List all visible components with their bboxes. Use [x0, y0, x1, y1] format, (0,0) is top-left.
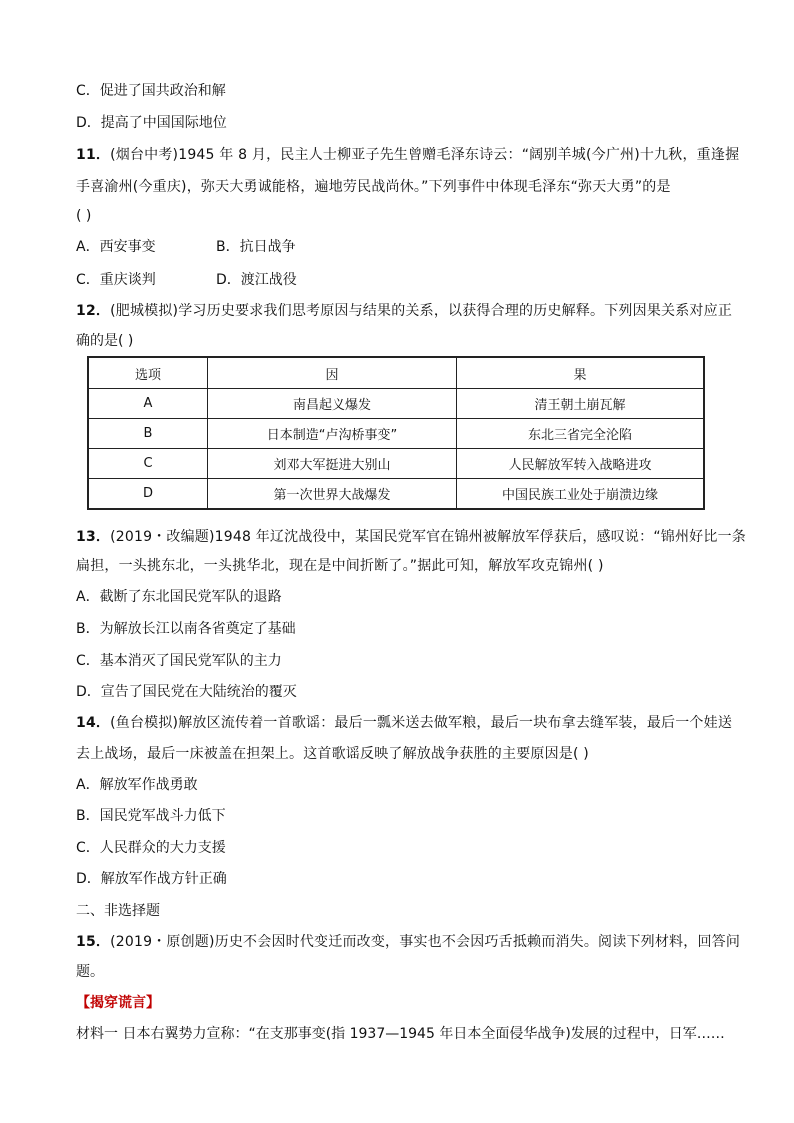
q10-option-d: D．提高了中国国际地位: [76, 115, 227, 131]
table-header-cell: 选项: [88, 357, 208, 389]
q13-line-1: [76, 527, 746, 547]
table-cell: B: [88, 419, 208, 449]
q12-line-2: 确的是( ): [76, 333, 134, 349]
section-heading-non-choice: 二、非选择题: [76, 903, 160, 919]
q15-line-2: 题。: [76, 964, 104, 980]
q11-option-b: B．抗日战争: [216, 239, 296, 255]
q14-option-d: D．解放军作战方针正确: [76, 871, 227, 887]
table-cell: 中国民族工业处于崩溃边缘: [457, 479, 705, 510]
table-cell: 日本制造“卢沟桥事变”: [208, 419, 457, 449]
q13-option-d: D．宣告了国民党在大陆统治的覆灭: [76, 684, 297, 700]
q12-cause-effect-table: [87, 356, 705, 510]
q11-number: 11．: [76, 147, 111, 163]
q13-option-c: C．基本消灭了国民党军队的主力: [76, 653, 282, 669]
table-row: [88, 479, 704, 510]
table-header-cell: 因: [208, 357, 457, 389]
table-row: [88, 389, 704, 419]
q15-material-1: 材料一 日本右翼势力宣称：“在支那事变(指 1937—1945 年日本全面侵华战争)发展的过程中，日军……: [76, 1026, 725, 1042]
table-cell: D: [88, 479, 208, 510]
q11-answer-blank: ( ): [76, 208, 92, 224]
table-cell: A: [88, 389, 208, 419]
table-header-cell: 果: [457, 357, 705, 389]
q13-line-2: 扁担，一头挑东北，一头挑华北，现在是中间折断了。”据此可知，解放军攻克锦州( ): [76, 558, 604, 574]
q11-option-c: C．重庆谈判: [76, 272, 156, 288]
table-row: [88, 449, 704, 479]
q11-option-d: D．渡江战役: [216, 272, 297, 288]
table-cell: 刘邓大军挺进大别山: [208, 449, 457, 479]
q12-number: 12．: [76, 303, 111, 319]
q13-option-b: B．为解放长江以南各省奠定了基础: [76, 621, 296, 637]
table-cell: 南昌起义爆发: [208, 389, 457, 419]
q14-line-1: [76, 713, 732, 733]
q11-line-2: 手喜渝州(今重庆)，弥天大勇诚能格，遍地劳民战尚休。”下列事件中体现毛泽东“弥天大勇”的是: [76, 179, 671, 195]
q13-option-a: A．截断了东北国民党军队的退路: [76, 589, 282, 605]
q13-number: 13．: [76, 529, 111, 545]
q11-line-1: [76, 145, 739, 165]
q14-option-b: B．国民党军战斗力低下: [76, 808, 226, 824]
q14-option-c: C．人民群众的大力支援: [76, 840, 226, 856]
table-cell: 人民解放军转入战略进攻: [457, 449, 705, 479]
q12-stem-1: (肥城模拟)学习历史要求我们思考原因与结果的关系，以获得合理的历史解释。下列因果关系对应正: [110, 303, 733, 319]
q15-number: 15．: [76, 934, 111, 950]
table-cell: C: [88, 449, 208, 479]
q14-stem-1: (鱼台模拟)解放区流传着一首歌谣：最后一瓢米送去做军粮，最后一块布拿去缝军装，最后一个娃送: [110, 715, 733, 731]
table-cell: 第一次世界大战爆发: [208, 479, 457, 510]
q15-line-1: [76, 932, 740, 952]
table-cell: 清王朝土崩瓦解: [457, 389, 705, 419]
q14-option-a: A．解放军作战勇敢: [76, 777, 198, 793]
q14-number: 14．: [76, 715, 111, 731]
q11-stem-1: (烟台中考)1945 年 8 月，民主人士柳亚子先生曾赠毛泽东诗云：“阔别羊城(今广州)十九秋，重逢握: [110, 147, 740, 163]
q12-line-1: [76, 301, 732, 321]
q15-stem-1: (2019・原创题)历史不会因时代变迁而改变，事实也不会因巧舌抵赖而消失。阅读下列材料，回答问: [110, 934, 741, 950]
q13-stem-1: (2019・改编题)1948 年辽沈战役中，某国民党军官在锦州被解放军俘获后，感叹说：“锦州好比一条: [110, 529, 746, 545]
q11-option-a: A．西安事变: [76, 239, 156, 255]
table-row: [88, 419, 704, 449]
q14-line-2: 去上战场，最后一床被盖在担架上。这首歌谣反映了解放战争获胜的主要原因是( ): [76, 746, 589, 762]
table-header-row: [88, 357, 704, 389]
q15-subheading: 【揭穿谎言】: [76, 995, 160, 1011]
table-cell: 东北三省完全沦陷: [457, 419, 705, 449]
q10-option-c: C．促进了国共政治和解: [76, 83, 226, 99]
